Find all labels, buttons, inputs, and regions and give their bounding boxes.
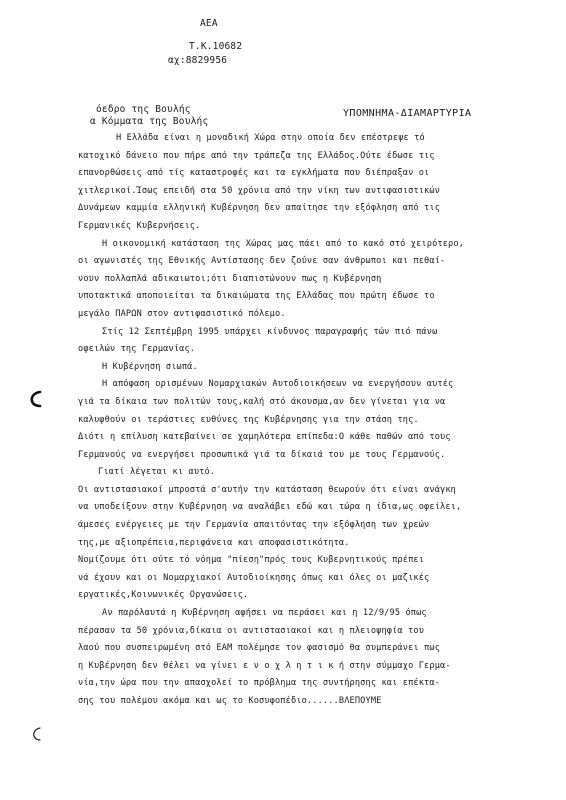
body-line: Νομίζουμε ότι ούτε τό νόημα "πίεση"πρός τους Κυβερνητικούς πρέπει bbox=[78, 555, 425, 566]
body-line: Η Ελλάδα είναι η μοναδική Χώρα στην οποία δεν επέστρεψε τό bbox=[116, 133, 425, 143]
body-line: Γερμανικές Κυβερνήσεις. bbox=[78, 220, 201, 231]
body-line: γιά τα δίκαια των πολιτών τους,καλή στό άκουσμα,αν δεν γίνεται για να bbox=[78, 396, 446, 407]
body-line: μεγάλο ΠΑΡΩΝ στον αντιφασιστικό πόλεμο. bbox=[78, 308, 286, 319]
body-line: νουν πολλαπλά αδικαιωτοι;ότι διαπιστώνουν πως η Κυβέρνηση bbox=[78, 273, 382, 284]
body-line: να υποδείξουν στην Κυβέρνηση να αναλάβει εδώ και τώρα η ίδια,ως οφείλει, bbox=[78, 502, 462, 513]
document-title: ΥΠΟΜΝΗΜΑ-ΔΙΑΜΑΡΤΥΡΙΑ bbox=[343, 108, 472, 119]
body-line: Διότι η επίλυση κατεβαίνει σε χαμηλότερα επίπεδα:Ο κάθε παθών από τους bbox=[78, 432, 451, 443]
body-line: Στίς 12 Σεπτέμβρη 1995 υπάρχει κίνδυνος παραγραφής τών πιό πάνω bbox=[102, 326, 438, 337]
document-body bbox=[78, 130, 552, 711]
body-line: κατοχικό δάνειο που πήρε από την τράπεζα της Ελλάδος.Ούτε έδωσε τις bbox=[78, 150, 435, 161]
body-line: Γιατί λέγεται κι αυτό. bbox=[98, 467, 216, 478]
body-line: λαού που συσπειρωμένη στό ΕΑΜ πολέμησε τον φασισμό θα συμπεράνει πως bbox=[78, 643, 441, 654]
body-line: Αν παρόλαυτά η Κυβέρνηση αφήσει να περάσει και η 12/9/95 όπως bbox=[102, 608, 427, 619]
body-line: χιτλερικοί.Ίσως επειδή στα 50 χρόνια από την νίκη των αντιφασιστικών bbox=[78, 185, 441, 196]
body-line: νία,την ώρα που την απασχολεί το πρόβλημα της συντήρησης και επέκτα- bbox=[78, 678, 441, 689]
body-line: οι αγωνιστές της Εθνικής Αντίστασης δεν ζούνε σαν άνθρωποι και πεθαί- bbox=[78, 256, 446, 267]
body-line: η Κυβέρνηση δεν θέλει να γίνει ε ν ο χ λ η τ ι κ ή στην σύμμαχο Γερμα- bbox=[78, 660, 451, 671]
body-line: επανορθώσεις από τίς καταστροφές και τα εγκλήματα που διέπραξαν οι bbox=[78, 168, 430, 179]
punch-hole-mark bbox=[30, 390, 42, 408]
body-line: Η Κυβέρνηση σιωπά. bbox=[102, 361, 198, 372]
body-line: Δυνάμεων καμμία ελληνική Κυβέρνηση δεν απαίτησε την εξόφληση από τις bbox=[78, 203, 441, 214]
fax-number: αχ:8829956 bbox=[168, 55, 228, 66]
body-line: Η οικονομική κατάσταση της Χώρας μας πάει από το κακό στό χειρότερο, bbox=[102, 238, 465, 249]
body-line: οφειλών της Γερμανίας. bbox=[78, 344, 196, 355]
punch-hole-mark bbox=[32, 726, 42, 742]
body-line: Οι αντιστασιακοί μπροστά σ'αυτήν την κατάσταση θεωρούν ότι είναι ανάγκη bbox=[78, 484, 456, 495]
body-line: εργατικές,Κοινωνικές Οργανώσεις. bbox=[78, 590, 249, 601]
body-line: υποτακτικά αποποιείται τα δικαιώματα της Ελλάδας που πρώτη έδωσε το bbox=[78, 291, 435, 302]
body-line: Γερμανούς να ενεργήσει προσωπικά γιά τα δίκαιά του με τους Γερμανούς. bbox=[78, 449, 446, 460]
body-line: καλυφθούν οι τεράστιες ευθύνες της Κυβέρνησης για την στάση της. bbox=[78, 414, 419, 425]
body-line: πέρασαν τα 50 χρόνια,δίκαια οι αντιστασιακοί και η πλειοψηφία του bbox=[78, 625, 425, 636]
body-line: της,με αξιοπρέπεια,περιφάνεια και αποφασιστικότητα. bbox=[78, 537, 350, 548]
postal-code: Τ.Κ.10682 bbox=[189, 41, 243, 52]
body-line: Η απόφαση ορισμένων Νομαρχιακών Αυτοδιοικήσεων να ενεργήσουν αυτές bbox=[102, 379, 454, 390]
sender-name: ΑΕΑ bbox=[200, 18, 218, 29]
body-line: σης του πολέμου ακόμα και ως το Κοσυφοπέδιο......ΒΛΕΠΟΥΜΕ bbox=[78, 696, 382, 706]
recipient-line-2: α Κόμματα της Βουλής bbox=[90, 116, 209, 127]
body-line: άμεσες ενέργειες με την Γερμανία απαιτόντας την εξόφληση των χρεών bbox=[78, 520, 430, 531]
recipient-line-1: όεδρο της Βουλής bbox=[96, 104, 191, 115]
body-line: νά έχουν και οι Νομαρχιακοί Αυτοδιοίκησης όπως και όλες οι μαζικές bbox=[78, 572, 430, 583]
